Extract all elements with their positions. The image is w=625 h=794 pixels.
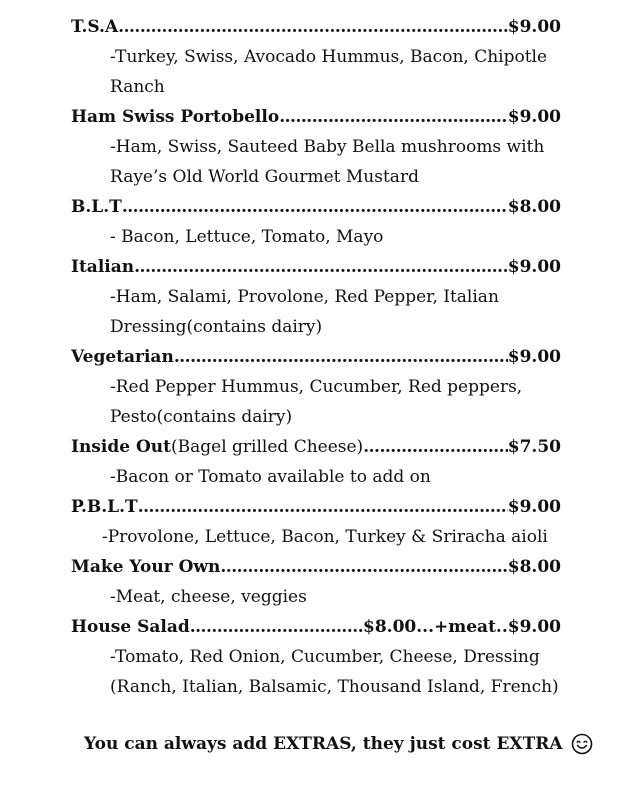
item-subtitle: (Bagel grilled Cheese) [170,437,364,457]
item-price: $8.00 [507,197,561,217]
item-price-with-meat: $9.00 [507,617,561,637]
item-price: $8.00 [507,557,561,577]
menu-item-pblt [71,492,561,552]
footer-note [84,733,593,755]
menu-item-house-salad [71,612,561,702]
item-description: -Ham, Salami, Provolone, Red Pepper, Italian Dressing(contains dairy) [110,287,499,337]
dot-leader [363,432,508,462]
item-name: P.B.L.T [71,497,138,517]
dot-leader [220,552,507,582]
item-name: Vegetarian [71,347,174,367]
menu-item-italian [71,252,561,342]
menu-item-tsa [71,12,561,102]
item-price: $7.50 [507,437,561,457]
item-description: -Bacon or Tomato available to add on [110,467,431,487]
item-name: Make Your Own [71,557,221,577]
item-name: House Salad [71,617,190,637]
smiley-icon [571,733,593,755]
menu-list [71,12,561,702]
dot-leader [134,252,508,282]
menu-item-inside-out [71,432,561,492]
dot-leader [138,492,508,522]
item-name: Ham Swiss Portobello [71,107,280,127]
dot-leader [118,12,508,42]
item-description: -Provolone, Lettuce, Bacon, Turkey & Sriracha aioli [102,527,548,547]
item-description: -Ham, Swiss, Sauteed Baby Bella mushrooms with Raye’s Old World Gourmet Mustard [110,137,545,187]
item-description: -Red Pepper Hummus, Cucumber, Red peppers, Pesto(contains dairy) [110,377,523,427]
item-description: -Turkey, Swiss, Avocado Hummus, Bacon, Chipotle Ranch [110,47,548,97]
item-description: -Meat, cheese, veggies [110,587,307,607]
dot-leader [122,192,508,222]
item-price-separator: ...+meat.. [416,617,508,637]
item-name: Italian [71,257,135,277]
dot-leader [279,102,508,132]
footer-text: You can always add EXTRAS, they just cost EXTRA [84,734,563,754]
dot-leader [174,342,508,372]
item-price: $9.00 [507,497,561,517]
item-name: B.L.T [71,197,122,217]
item-price: $9.00 [507,107,561,127]
menu-item-blt [71,192,561,252]
item-description: -Tomato, Red Onion, Cucumber, Cheese, Dressing (Ranch, Italian, Balsamic, Thousand Island, French) [110,647,559,697]
dot-leader [190,612,363,642]
menu-item-ham-swiss-portobello [71,102,561,192]
menu-item-vegetarian [71,342,561,432]
item-name: T.S.A [71,17,119,37]
item-price: $9.00 [507,17,561,37]
item-price: $9.00 [507,347,561,367]
item-description: - Bacon, Lettuce, Tomato, Mayo [110,227,384,247]
item-price: $8.00 [363,617,417,637]
item-name: Inside Out [71,437,171,457]
menu-item-make-your-own [71,552,561,612]
item-price: $9.00 [507,257,561,277]
